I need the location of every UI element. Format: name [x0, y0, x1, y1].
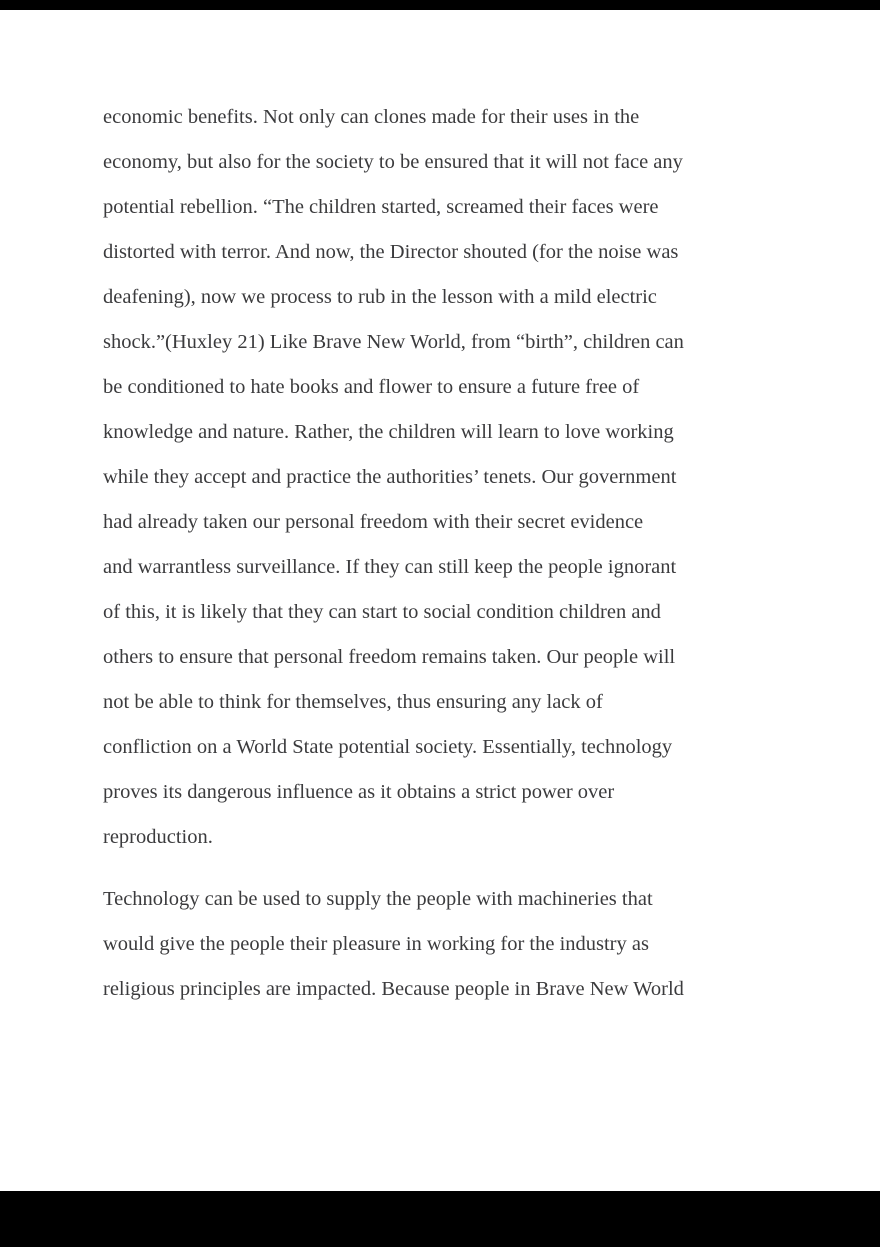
text-line: distorted with terror. And now, the Director shouted (for the noise was	[103, 241, 679, 263]
text-line: knowledge and nature. Rather, the children will learn to love working	[103, 421, 674, 443]
text-line: while they accept and practice the authorities’ tenets. Our government	[103, 466, 677, 488]
text-line: potential rebellion. “The children started, screamed their faces were	[103, 196, 659, 218]
text-line: deafening), now we process to rub in the lesson with a mild electric	[103, 286, 657, 308]
text-line: of this, it is likely that they can start to social condition children and	[103, 601, 661, 623]
text-line: be conditioned to hate books and flower to ensure a future free of	[103, 376, 640, 398]
essay-text	[103, 95, 743, 1012]
text-line: would give the people their pleasure in working for the industry as	[103, 933, 649, 955]
text-line: Technology can be used to supply the people with machineries that	[103, 888, 653, 910]
text-line: shock.”(Huxley 21) Like Brave New World, from “birth”, children can	[103, 331, 684, 353]
paragraph	[103, 877, 743, 1012]
text-line: had already taken our personal freedom with their secret evidence	[103, 511, 644, 533]
text-line: religious principles are impacted. Because people in Brave New World	[103, 978, 684, 1000]
text-line: proves its dangerous influence as it obtains a strict power over	[103, 781, 615, 803]
text-line: others to ensure that personal freedom remains taken. Our people will	[103, 646, 676, 668]
text-line: economic benefits. Not only can clones made for their uses in the	[103, 106, 640, 128]
top-frame-bar	[0, 0, 880, 10]
text-line: and warrantless surveillance. If they can still keep the people ignorant	[103, 556, 677, 578]
document-page	[0, 10, 880, 1191]
paragraph	[103, 95, 743, 860]
text-line: confliction on a World State potential society. Essentially, technology	[103, 736, 673, 758]
text-line: reproduction.	[103, 826, 213, 848]
text-line: economy, but also for the society to be ensured that it will not face any	[103, 151, 683, 173]
bottom-frame-bar	[0, 1191, 880, 1247]
text-line: not be able to think for themselves, thus ensuring any lack of	[103, 691, 603, 713]
